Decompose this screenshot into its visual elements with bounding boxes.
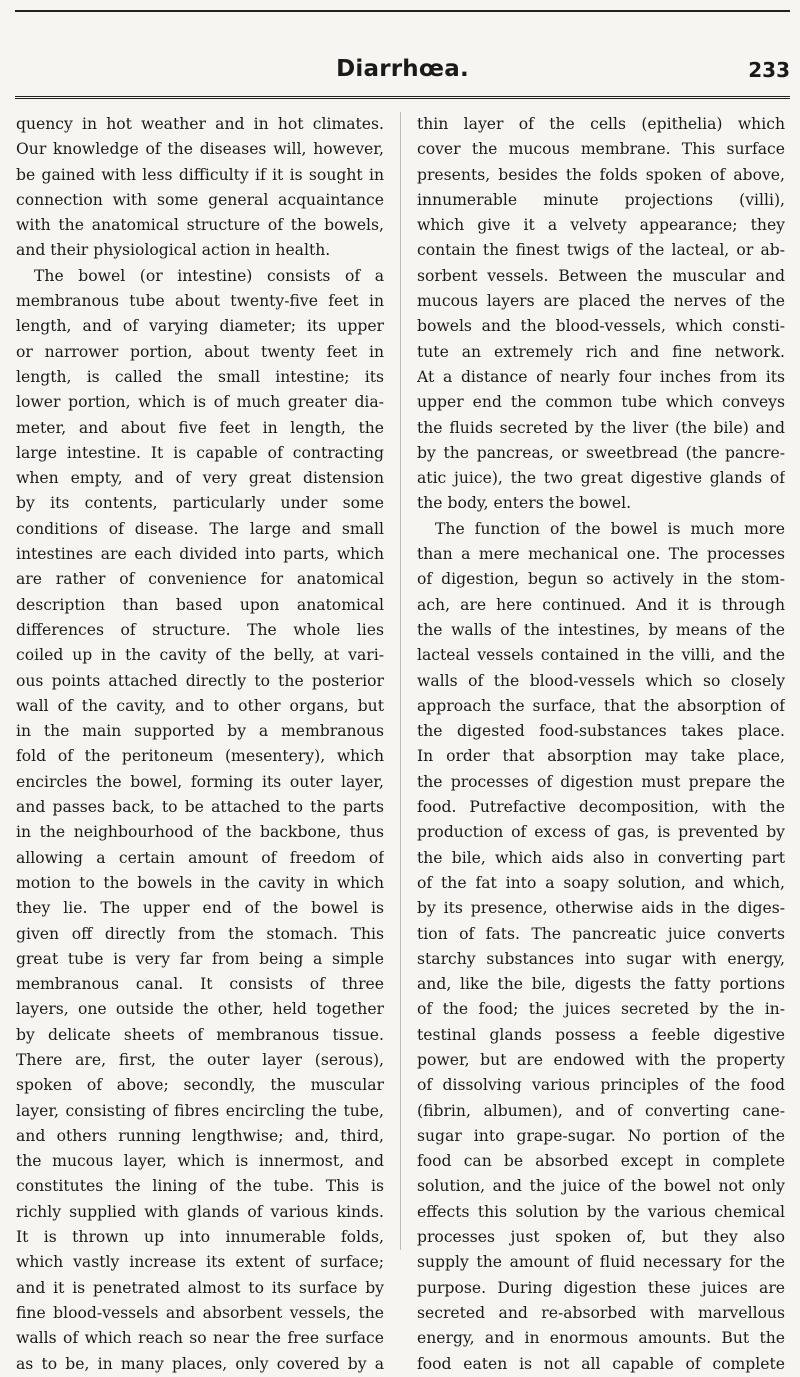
text-line: the mucous layer, which is innermost, and (16, 1152, 384, 1171)
text-line: which give it a velvety appearance; they (417, 216, 785, 235)
text-line: wall of the cavity, and to other organs, but (16, 696, 384, 715)
text-line: given off directly from the stomach. This (16, 924, 384, 943)
text-line: tion of fats. The pancreatic juice converts (417, 924, 785, 943)
text-line: It is thrown up into innumerable folds, (16, 1228, 384, 1247)
text-line: tute an extremely rich and fine network. (417, 342, 785, 361)
text-line: the bile, which aids also in converting part (417, 848, 785, 867)
text-line: the processes of digestion must prepare the (417, 772, 785, 791)
text-line: (fibrin, albumen), and of converting cane- (417, 1101, 785, 1120)
text-line: The bowel (or intestine) consists of a (34, 266, 384, 285)
text-line: production of excess of gas, is prevented by (417, 823, 785, 842)
text-line: meter, and about five feet in length, the (16, 418, 384, 437)
text-line: the fluids secreted by the liver (the bile) and (417, 418, 785, 437)
text-line: intestines are each divided into parts, which (16, 545, 384, 564)
text-line: by its contents, particularly under some (16, 494, 384, 513)
text-line: effects this solution by the various chemical (417, 1202, 785, 1221)
left-column (16, 112, 384, 1377)
text-line: upper end the common tube which conveys (417, 393, 785, 412)
running-title: Diarrhœa. (336, 56, 469, 82)
text-line: membranous tube about twenty-five feet in (16, 292, 384, 311)
text-line: layers, one outside the other, held together (16, 1000, 384, 1019)
text-line: membranous canal. It consists of three (16, 975, 384, 994)
text-line: food can be absorbed except in complete (417, 1152, 785, 1171)
text-line: the body, enters the bowel. (417, 494, 632, 513)
text-line: encircles the bowel, forming its outer layer, (16, 772, 384, 791)
text-line: when empty, and of very great distension (16, 469, 384, 488)
text-line: In order that absorption may take place, (417, 747, 785, 766)
text-line: cover the mucous membrane. This surface (417, 140, 785, 159)
text-line: bowels and the blood-vessels, which consti- (417, 317, 785, 336)
text-line: the walls of the intestines, by means of the (417, 620, 785, 639)
text-line: differences of structure. The whole lies (16, 620, 384, 639)
text-line: which vastly increase its extent of surface; (16, 1253, 384, 1272)
text-line: and, like the bile, digests the fatty portions (417, 975, 785, 994)
text-line: great tube is very far from being a simple (16, 949, 384, 968)
text-line: in the main supported by a membranous (16, 722, 384, 741)
text-line: are rather of convenience for anatomical (16, 570, 384, 589)
text-line: walls of the blood-vessels which so closely (417, 671, 785, 690)
text-line: Our knowledge of the diseases will, however, (16, 140, 384, 159)
text-line: purpose. During digestion these juices are (417, 1278, 785, 1297)
text-line: food. Putrefactive decomposition, with the (417, 798, 785, 817)
text-line: energy, and in enormous amounts. But the (417, 1329, 785, 1348)
text-line: by its presence, otherwise aids in the diges- (417, 899, 785, 918)
column-divider (400, 112, 401, 1250)
text-line: There are, first, the outer layer (serous), (16, 1050, 384, 1069)
text-line: solution, and the juice of the bowel not only (417, 1177, 785, 1196)
text-line: layer, consisting of fibres encircling the tube, (16, 1101, 384, 1120)
text-line: than a mere mechanical one. The processes (417, 545, 785, 564)
text-line: ach, are here continued. And it is through (417, 595, 785, 614)
text-line: description than based upon anatomical (16, 595, 384, 614)
text-line: lacteal vessels contained in the villi, and the (417, 646, 785, 665)
text-line: thin layer of the cells (epithelia) which (417, 115, 785, 133)
text-line: sorbent vessels. Between the muscular and (417, 266, 785, 285)
text-line: quency in hot weather and in hot climates. (16, 115, 384, 133)
text-line: of the fat into a soapy solution, and which, (417, 873, 785, 892)
text-line: by delicate sheets of membranous tissue. (16, 1025, 384, 1044)
text-line: approach the surface, that the absorption of (417, 696, 785, 715)
text-line: presents, besides the folds spoken of above, (417, 165, 785, 184)
text-line: or narrower portion, about twenty feet in (16, 342, 384, 361)
top-rule (15, 10, 790, 12)
text-line: processes just spoken of, but they also (417, 1228, 785, 1247)
text-line: food eaten is not all capable of complete (417, 1354, 785, 1373)
text-line: constitutes the lining of the tube. This is (16, 1177, 384, 1196)
text-line: At a distance of nearly four inches from its (417, 367, 785, 386)
text-line: coiled up in the cavity of the belly, at vari- (16, 646, 384, 665)
text-line: The function of the bowel is much more (435, 519, 785, 538)
text-line: and others running lengthwise; and, third, (16, 1126, 384, 1145)
text-line: contain the finest twigs of the lacteal, or ab- (417, 241, 785, 260)
text-line: and it is penetrated almost to its surface by (16, 1278, 384, 1297)
text-line: and their physiological action in health. (16, 241, 331, 260)
text-line: supply the amount of fluid necessary for the (417, 1253, 785, 1272)
text-line: ous points attached directly to the posterior (16, 671, 384, 690)
text-line: of digestion, begun so actively in the stom- (417, 570, 785, 589)
right-column (417, 112, 785, 1377)
page-number: 233 (748, 58, 790, 82)
text-line: and passes back, to be attached to the parts (16, 798, 384, 817)
header-rule (15, 96, 790, 101)
text-line: fold of the peritoneum (mesentery), which (16, 747, 384, 766)
text-line: power, but are endowed with the property (417, 1050, 785, 1069)
text-line: length, is called the small intestine; its (16, 367, 384, 386)
text-line: the digested food-substances takes place. (417, 722, 785, 741)
text-line: with the anatomical structure of the bowels, (16, 216, 384, 235)
text-line: testinal glands possess a feeble digestive (417, 1025, 785, 1044)
page-header (15, 56, 790, 96)
text-line: conditions of disease. The large and small (16, 519, 384, 538)
text-line: fine blood-vessels and absorbent vessels, the (16, 1303, 384, 1322)
text-line: of the food; the juices secreted by the in- (417, 1000, 785, 1019)
text-line: of dissolving various principles of the food (417, 1076, 785, 1095)
text-line: by the pancreas, or sweetbread (the pancre- (417, 443, 785, 462)
text-line: large intestine. It is capable of contracting (16, 443, 384, 462)
text-line: as to be, in many places, only covered by a (16, 1354, 384, 1373)
text-line: be gained with less difficulty if it is sought in (16, 165, 384, 184)
text-line: connection with some general acquaintance (16, 190, 384, 209)
text-line: they lie. The upper end of the bowel is (16, 899, 384, 918)
text-line: allowing a certain amount of freedom of (16, 848, 384, 867)
text-line: walls of which reach so near the free surface (16, 1329, 384, 1348)
text-line: lower portion, which is of much greater dia- (16, 393, 384, 412)
text-line: mucous layers are placed the nerves of the (417, 292, 785, 311)
text-line: secreted and re-absorbed with marvellous (417, 1303, 785, 1322)
text-line: motion to the bowels in the cavity in which (16, 873, 384, 892)
text-line: starchy substances into sugar with energy, (417, 949, 785, 968)
text-line: in the neighbourhood of the backbone, thus (16, 823, 384, 842)
text-line: sugar into grape-sugar. No portion of the (417, 1126, 785, 1145)
text-line: atic juice), the two great digestive glands of (417, 469, 785, 488)
text-line: spoken of above; secondly, the muscular (16, 1076, 384, 1095)
text-line: innumerable minute projections (villi), (417, 190, 785, 209)
text-line: richly supplied with glands of various kinds. (16, 1202, 384, 1221)
text-line: length, and of varying diameter; its upper (16, 317, 384, 336)
